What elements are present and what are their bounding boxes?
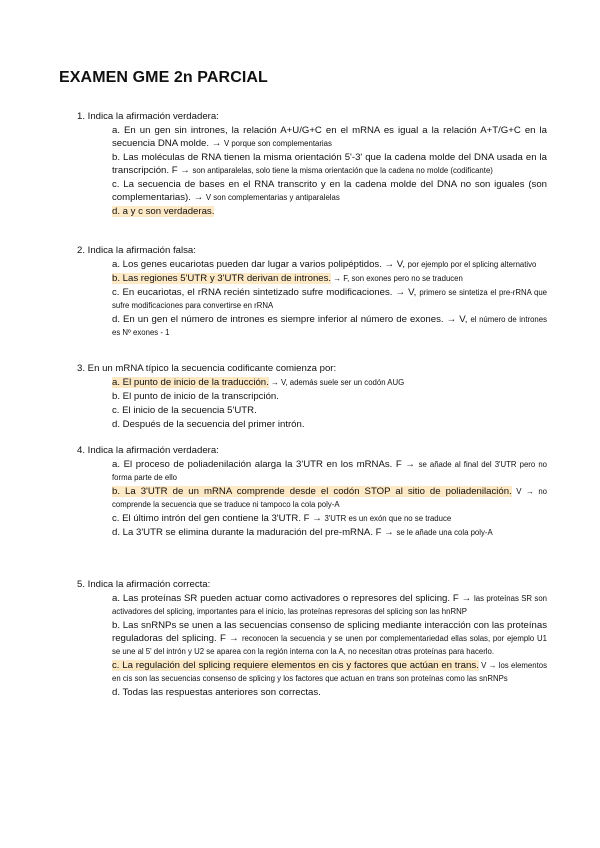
option-c-highlighted: c. La regulación del splicing requiere elementos en cis y factores que actúan en trans. V → los elementos en cis son las secuencias consenso de splicing y los factores que actuan en trans son proteínas como las snRNPs bbox=[112, 660, 547, 683]
question-4 bbox=[77, 444, 547, 540]
option-d: d. La 3'UTR se elimina durante la maduración del pre-mRNA. F → se le añade una cola poly-A bbox=[112, 527, 493, 538]
option-d: d. En un gen el número de intrones es siempre inferior al número de exones. → V, el número de intrones es Nº exones - 1 bbox=[112, 314, 547, 337]
question-3 bbox=[77, 362, 547, 432]
question-header: 2. Indica la afirmación falsa: bbox=[77, 245, 196, 256]
question-header: 1. Indica la afirmación verdadera: bbox=[77, 111, 219, 122]
option-b-highlighted: b. Las regiones 5'UTR y 3'UTR derivan de intrones. → F, son exones pero no se traducen bbox=[112, 273, 463, 284]
question-header: 3. En un mRNA típico la secuencia codificante comienza por: bbox=[77, 363, 337, 374]
question-header: 4. Indica la afirmación verdadera: bbox=[77, 445, 219, 456]
question-2 bbox=[77, 244, 547, 340]
option-a-highlighted: a. El punto de inicio de la traducción. → V, además suele ser un codón AUG bbox=[112, 377, 405, 388]
option-c: c. En eucariotas, el rRNA recién sintetizado sufre modificaciones. → V, primero se sintetiza el pre-rRNA que sufre modificaciones para convertirse en rRNA bbox=[112, 287, 548, 310]
option-d: d. Todas las respuestas anteriores son correctas. bbox=[112, 687, 321, 698]
option-b: b. Las moléculas de RNA tienen la misma orientación 5'-3' que la cadena molde del DNA usada en la transcripción. F → son antiparalelas, solo tiene la misma orientación que la cadena no molde (codificante) bbox=[112, 152, 547, 176]
option-a: a. Las proteínas SR pueden actuar como activadores o represores del splicing. F → las proteínas SR son activadores del splicing, importantes para el inicio, las proteínas represoras del splicing son las hnRNP bbox=[112, 593, 547, 616]
option-c: c. El último intrón del gen contiene la 3'UTR. F → 3'UTR es un exón que no se traduce bbox=[112, 513, 452, 524]
options-list bbox=[77, 124, 547, 218]
question-header: 5. Indica la afirmación correcta: bbox=[77, 579, 211, 590]
options-list bbox=[77, 592, 547, 699]
option-a: a. En un gen sin intrones, la relación A+U/G+C en el mRNA es igual a la relación A+T/G+C en la secuencia DNA molde. → V porque son complementarias bbox=[112, 125, 547, 149]
option-b: b. Las snRNPs se unen a las secuencias consenso de splicing mediante interacción con las proteínas reguladoras del splicing. F → reconocen la secuencia y se unen por complementariedad ellas solas, por ejemplo U1 se une al 5' del intrón y U2 se aparea con la región interna con la A, no necesitan otras proteínas para hacerlo. bbox=[112, 620, 547, 656]
option-c: c. El inicio de la secuencia 5'UTR. bbox=[112, 405, 257, 416]
option-c: c. La secuencia de bases en el RNA transcrito y en la cadena molde del DNA no son iguales (son complementarias). → V son complementarias y antiparalelas bbox=[112, 179, 547, 203]
page-title: EXAMEN GME 2n PARCIAL bbox=[59, 69, 268, 86]
options-list bbox=[77, 376, 547, 431]
options-list bbox=[77, 458, 547, 539]
option-d-highlighted: d. a y c son verdaderas. bbox=[112, 206, 215, 217]
option-d: d. Después de la secuencia del primer intrón. bbox=[112, 419, 305, 430]
option-b: b. El punto de inicio de la transcripción. bbox=[112, 391, 279, 402]
option-a: a. Los genes eucariotas pueden dar lugar a varios polipéptidos. → V, por ejemplo por el splicing alternativo bbox=[112, 259, 537, 270]
options-list bbox=[77, 258, 547, 339]
option-b-highlighted: b. La 3'UTR de un mRNA comprende desde el codón STOP al sitio de poliadenilación. V → no comprende la secuencia que se traduce ni tampoco la cola poly-A bbox=[112, 486, 547, 509]
question-5 bbox=[77, 578, 547, 700]
option-a: a. El proceso de poliadenilación alarga la 3'UTR en los mRNAs. F → se añade al final del 3'UTR pero no forma parte de ello bbox=[112, 459, 547, 482]
question-1 bbox=[77, 110, 547, 219]
